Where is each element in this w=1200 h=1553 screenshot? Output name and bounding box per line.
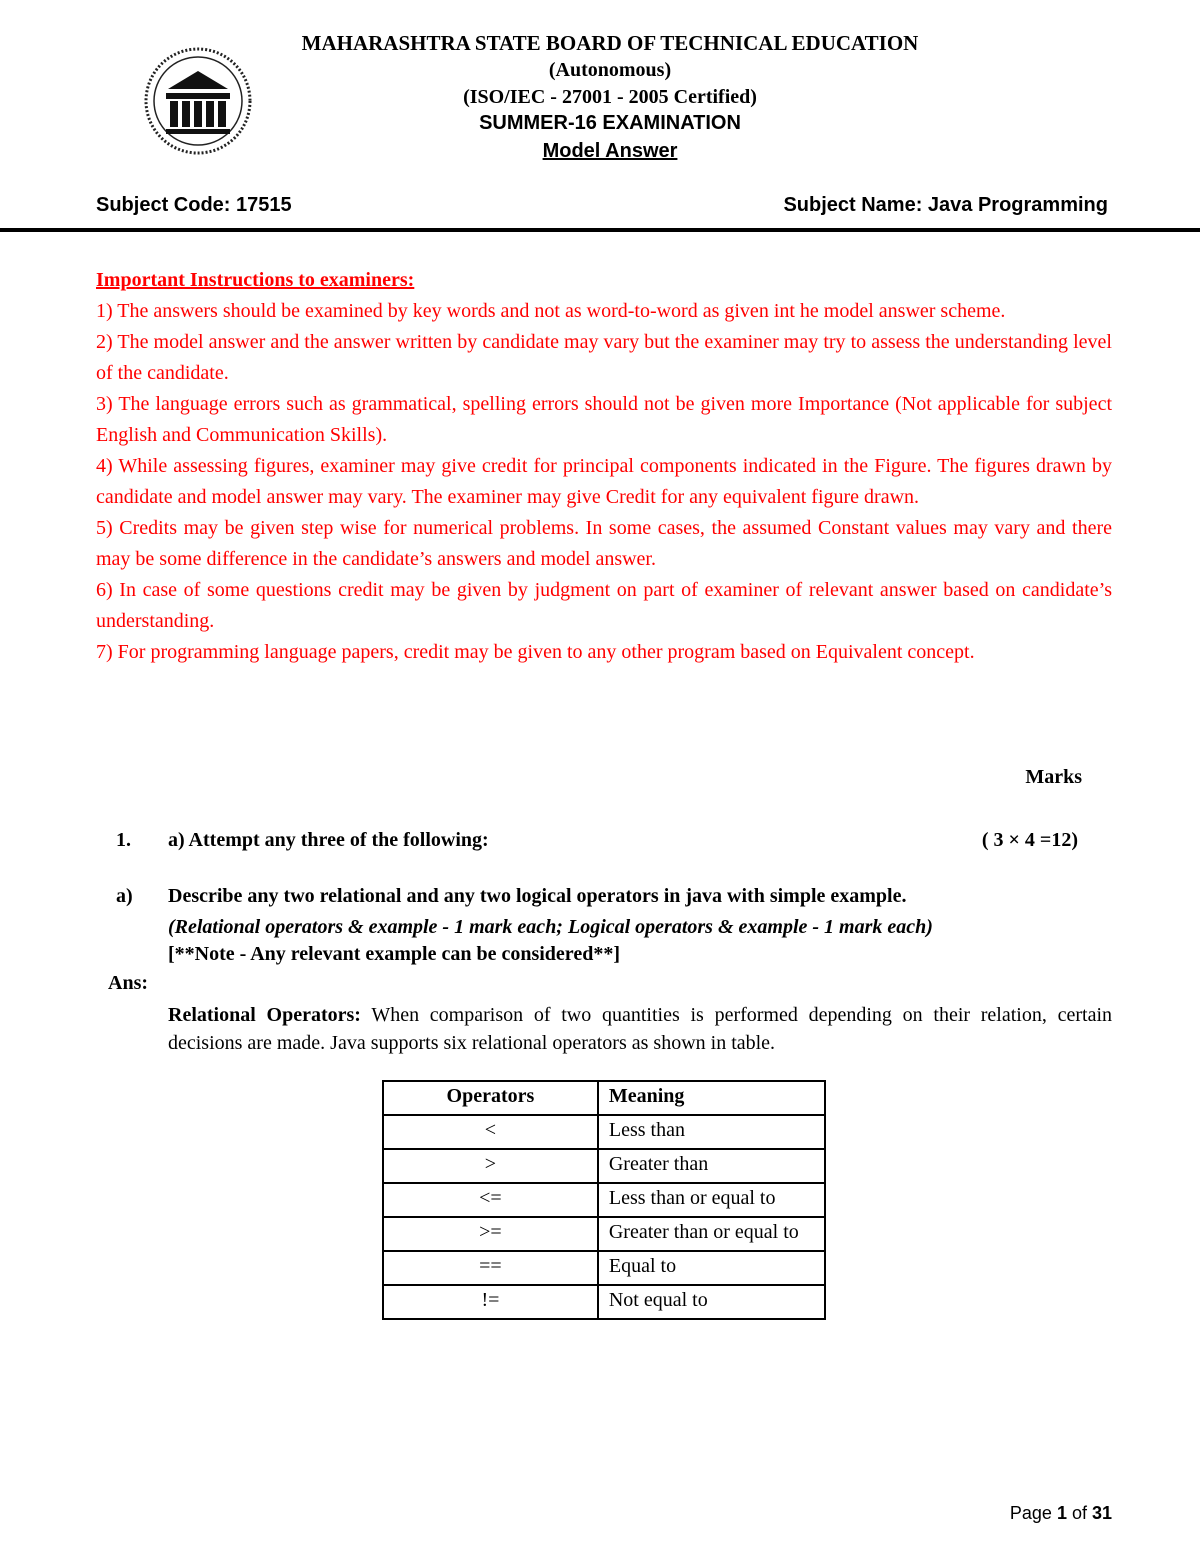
column-header-meaning: Meaning bbox=[598, 1081, 825, 1115]
table-row bbox=[383, 1115, 825, 1149]
instruction-item: 6) In case of some questions credit may be given by judgment on part of examiner of relevant answer based on candidate’s understanding. bbox=[96, 579, 1112, 632]
board-emblem-icon bbox=[138, 45, 258, 157]
subject-name: Subject Name: Java Programming bbox=[783, 194, 1108, 216]
operator-cell: < bbox=[383, 1115, 598, 1149]
relational-description: When comparison of two quantities is performed depending on their relation, certain decisions are made. Java supports six relational operators as shown in table. bbox=[168, 1004, 1113, 1054]
marking-scheme: (Relational operators & example - 1 mark each; Logical operators & example - 1 mark each) bbox=[168, 916, 933, 938]
meaning-cell: Not equal to bbox=[598, 1285, 825, 1319]
operator-cell: > bbox=[383, 1149, 598, 1183]
marks-label: Marks bbox=[1025, 766, 1082, 788]
header-divider bbox=[0, 228, 1200, 232]
question-marks: ( 3 × 4 =12) bbox=[981, 829, 1078, 851]
meaning-cell: Less than or equal to bbox=[598, 1183, 825, 1217]
table-row bbox=[383, 1183, 825, 1217]
page-number: 1 bbox=[1056, 1503, 1067, 1523]
answer-label: Ans: bbox=[108, 972, 149, 994]
relational-paragraph bbox=[168, 1001, 1112, 1057]
sub-question-text: Describe any two relational and any two logical operators in java with simple example. bbox=[168, 885, 907, 907]
table-row bbox=[383, 1251, 825, 1285]
page-footer bbox=[1010, 1503, 1112, 1524]
question-heading: a) Attempt any three of the following: bbox=[168, 829, 489, 851]
model-answer-title: Model Answer bbox=[542, 140, 678, 162]
column-header-operators: Operators bbox=[383, 1081, 598, 1115]
table-row bbox=[383, 1149, 825, 1183]
operator-cell: <= bbox=[383, 1183, 598, 1217]
operator-cell: >= bbox=[383, 1217, 598, 1251]
instruction-item: 4) While assessing figures, examiner may give credit for principal components indicated in the Figure. The figures drawn by candidate and model answer may vary. The examiner may give Credit for any equivalent figure drawn. bbox=[96, 455, 1112, 508]
instruction-item: 2) The model answer and the answer written by candidate may vary but the examiner may try to assess the understanding level of the candidate. bbox=[96, 331, 1112, 384]
operator-cell: == bbox=[383, 1251, 598, 1285]
exam-title: SUMMER-16 EXAMINATION bbox=[479, 112, 741, 134]
meaning-cell: Less than bbox=[598, 1115, 825, 1149]
instruction-item: 3) The language errors such as grammatical, spelling errors should not be given more Importance (Not applicable for subject English and Communication Skills). bbox=[96, 393, 1112, 446]
instruction-item: 7) For programming language papers, credit may be given to any other program based on Equivalent concept. bbox=[96, 641, 975, 663]
table-row bbox=[383, 1285, 825, 1319]
instructions-block bbox=[96, 265, 1112, 668]
operator-cell: != bbox=[383, 1285, 598, 1319]
subject-code: Subject Code: 17515 bbox=[96, 194, 292, 216]
relational-title: Relational Operators: bbox=[168, 1004, 361, 1026]
meaning-cell: Equal to bbox=[598, 1251, 825, 1285]
table-row bbox=[383, 1217, 825, 1251]
note-text: [**Note - Any relevant example can be considered**] bbox=[168, 943, 620, 965]
board-logo bbox=[138, 45, 258, 157]
page-prefix: Page bbox=[1009, 1503, 1057, 1523]
board-name: MAHARASHTRA STATE BOARD OF TECHNICAL EDUCATION bbox=[301, 31, 919, 55]
instructions-title: Important Instructions to examiners: bbox=[96, 269, 415, 291]
certification-label: (ISO/IEC - 27001 - 2005 Certified) bbox=[463, 86, 757, 108]
sub-question-label: a) bbox=[116, 885, 133, 907]
meaning-cell: Greater than bbox=[598, 1149, 825, 1183]
autonomous-label: (Autonomous) bbox=[548, 59, 672, 81]
table-header-row bbox=[383, 1081, 825, 1115]
instruction-item: 1) The answers should be examined by key words and not as word-to-word as given int he model answer scheme. bbox=[96, 300, 1006, 322]
question-number: 1. bbox=[116, 829, 131, 851]
relational-operators-table bbox=[382, 1080, 826, 1320]
meaning-cell: Greater than or equal to bbox=[598, 1217, 825, 1251]
total-pages: 31 bbox=[1091, 1503, 1112, 1523]
page-of: of bbox=[1066, 1503, 1092, 1523]
instruction-item: 5) Credits may be given step wise for numerical problems. In some cases, the assumed Constant values may vary and there may be some difference in the candidate’s answers and model answer. bbox=[96, 517, 1112, 570]
